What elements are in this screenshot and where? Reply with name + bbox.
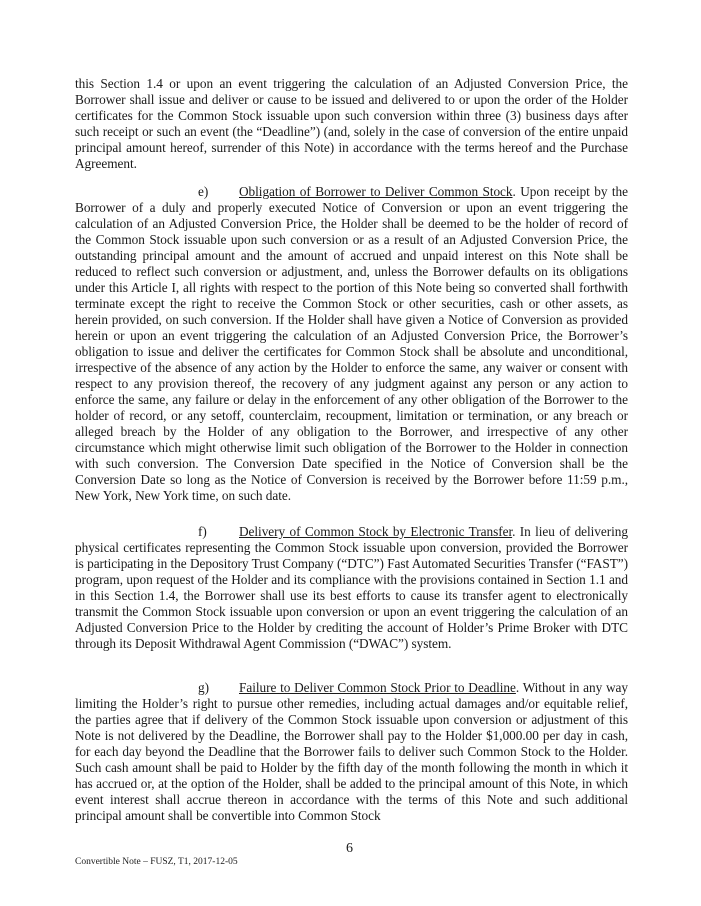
section-g [75, 680, 628, 824]
section-title: Failure to Deliver Common Stock Prior to Deadline [239, 680, 516, 695]
intro-paragraph [75, 76, 628, 172]
section-e [75, 184, 628, 504]
section-body: . Without in any way limiting the Holder’s right to pursue other remedies, including actual damages and/or equitable relief, the parties agree that if delivery of the Common Stock issuable upon conversion or adjustment of this Note is not delivered by the Deadline, the Borrower shall pay to the Holder $1,000.00 per day in cash, for each day beyond the Deadline that the Borrower fails to deliver such Common Stock to the Holder. Such cash amount shall be paid to Holder by the fifth day of the month following the month in which it has accrued or, at the option of the Holder, shall be added to the principal amount of this Note, in which event interest shall accrue thereon in accordance with the terms of this Note and such additional principal amount shall be convertible into Common Stock [75, 680, 628, 823]
intro-text: this Section 1.4 or upon an event triggering the calculation of an Adjusted Conversion Price, the Borrower shall issue and deliver or cause to be issued and delivered to or upon the order of the Holder certificates for the Common Stock issuable upon such conversion within three (3) business days after such receipt or such an event (the “Deadline”) (and, solely in the case of conversion of the entire unpaid principal amount hereof, surrender of this Note) in accordance with the terms hereof and the Purchase Agreement. [75, 76, 628, 171]
section-f-paragraph [75, 524, 628, 652]
section-e-paragraph [75, 184, 628, 504]
section-label: e) [198, 184, 209, 199]
section-body: . Upon receipt by the Borrower of a duly and properly executed Notice of Conversion or upon an event triggering the calculation of an Adjusted Conversion Price, the Holder shall be deemed to be the holder of record of the Common Stock issuable upon such conversion or as a result of an Adjusted Conversion Price, the outstanding principal amount and the amount of accrued and unpaid interest on this Note shall be reduced to reflect such conversion or adjustment, and, unless the Borrower defaults on its obligations under this Article I, all rights with respect to the portion of this Note being so converted shall forthwith terminate except the right to receive the Common Stock or other securities, cash or other assets, as herein provided, on such conversion. If the Holder shall have given a Notice of Conversion as provided herein or upon an event triggering the calculation of an Adjusted Conversion Price, the Borrower’s obligation to issue and deliver the certificates for Common Stock shall be absolute and unconditional, irrespective of the absence of any action by the Holder to enforce the same, any waiver or consent with respect to any provision thereof, the recovery of any judgment against any person or any action to enforce the same, any failure or delay in the enforcement of any other obligation of the Borrower to the holder of record, or any setoff, counterclaim, recoupment, limitation or termination, or any breach or alleged breach by the Holder of any obligation to the Borrower, and irrespective of any other circumstance which might otherwise limit such obligation of the Borrower to the Holder in connection with such conversion. The Conversion Date specified in the Notice of Conversion shall be the Conversion Date so long as the Notice of Conversion is received by the Borrower before 11:59 p.m., New York, New York time, on such date. [75, 184, 628, 503]
section-label: g) [198, 680, 209, 695]
section-body: . In lieu of delivering physical certificates representing the Common Stock issuable upon conversion, provided the Borrower is participating in the Depository Trust Company (“DTC”) Fast Automated Securities Transfer (“FAST”) program, upon request of the Holder and its compliance with the provisions contained in Section 1.1 and in this Section 1.4, the Borrower shall use its best efforts to cause its transfer agent to electronically transmit the Common Stock issuable upon conversion or upon an event triggering the calculation of an Adjusted Conversion Price to the Holder by crediting the account of Holder’s Prime Broker with DTC through its Deposit Withdrawal Agent Commission (“DWAC”) system. [75, 524, 628, 651]
footer-reference: Convertible Note – FUSZ, T1, 2017-12-05 [75, 857, 238, 867]
section-title: Delivery of Common Stock by Electronic Transfer [239, 524, 513, 539]
section-g-paragraph [75, 680, 628, 824]
section-title: Obligation of Borrower to Deliver Common Stock [239, 184, 513, 199]
page-number: 6 [346, 841, 353, 856]
section-label: f) [198, 524, 207, 539]
section-f [75, 524, 628, 652]
